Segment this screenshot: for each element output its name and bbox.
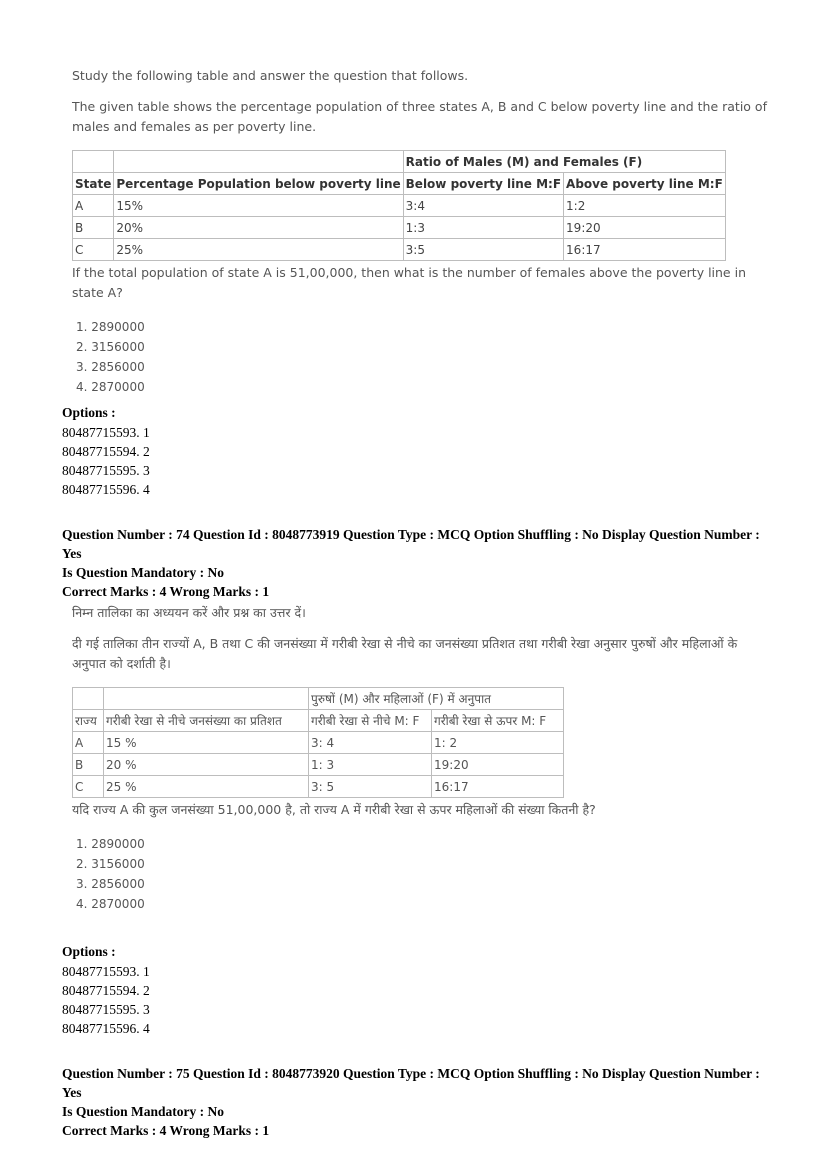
question-info-line: Question Number : 75 Question Id : 8048773920 Question Type : MCQ Option Shuffling : No Display Question Number : Yes	[62, 1066, 760, 1100]
table-cell: 1:3	[403, 217, 563, 239]
instruction-text: Study the following table and answer the question that follows.	[72, 68, 469, 83]
table-cell: B	[73, 217, 114, 239]
table-cell: 3:5	[403, 239, 563, 261]
option-id: 80487715594. 2	[62, 983, 150, 998]
table-cell: 16:17	[564, 239, 726, 261]
option-id: 80487715596. 4	[62, 482, 150, 497]
table-cell: B	[73, 754, 104, 776]
table-cell: 16:17	[432, 776, 564, 798]
table-cell: 3: 5	[309, 776, 432, 798]
intro-text: दी गई तालिका तीन राज्यों A, B तथा C की जनसंख्या में गरीबी रेखा से नीचे का जनसंख्या प्रतिशत तथा गरीबी रेखा अनुसार पुरुषों और महिलाओं के अनुपात को दर्शाती है।	[72, 636, 738, 671]
option-id: 80487715596. 4	[62, 1021, 150, 1036]
table-header-row	[73, 173, 726, 195]
table-group-header-row	[73, 688, 564, 710]
question-74-header	[62, 525, 782, 601]
table-row	[73, 754, 564, 776]
table-cell: 3: 4	[309, 732, 432, 754]
option-id: 80487715595. 3	[62, 463, 150, 478]
table-cell: 1:2	[564, 195, 726, 217]
answer-option: 4. 2870000	[76, 897, 145, 911]
col-header: State	[73, 173, 114, 195]
table-cell: 20 %	[104, 754, 309, 776]
table-cell: 15%	[114, 195, 403, 217]
table-cell: 20%	[114, 217, 403, 239]
col-header: Below poverty line M:F	[403, 173, 563, 195]
answer-options-list	[76, 317, 772, 397]
poverty-table-hindi	[72, 687, 564, 798]
answer-option: 3. 2856000	[76, 360, 145, 374]
question-73-image	[72, 66, 772, 397]
table-cell: C	[73, 239, 114, 261]
table-row	[73, 776, 564, 798]
col-header: Above poverty line M:F	[564, 173, 726, 195]
answer-option: 2. 3156000	[76, 857, 145, 871]
table-cell: 25 %	[104, 776, 309, 798]
col-header: गरीबी रेखा से नीचे M: F	[309, 710, 432, 732]
question-75-header	[62, 1064, 782, 1140]
mandatory-line: Is Question Mandatory : No	[62, 1104, 225, 1119]
table-row	[73, 195, 726, 217]
answer-option: 3. 2856000	[76, 877, 145, 891]
question-text: यदि राज्य A की कुल जनसंख्या 51,00,000 है, तो राज्य A में गरीबी रेखा से ऊपर महिलाओं की संख्या कितनी है?	[72, 802, 596, 817]
table-group-header-row	[73, 151, 726, 173]
table-cell: A	[73, 195, 114, 217]
table-cell: 19:20	[564, 217, 726, 239]
intro-text: The given table shows the percentage population of three states A, B and C below poverty line and the ratio of males and females as per poverty line.	[72, 99, 767, 134]
answer-options-list	[76, 834, 772, 914]
option-id: 80487715593. 1	[62, 964, 150, 979]
table-cell: 1: 3	[309, 754, 432, 776]
answer-option: 4. 2870000	[76, 380, 145, 394]
col-header: गरीबी रेखा से ऊपर M: F	[432, 710, 564, 732]
options-label: Options :	[62, 405, 116, 420]
table-cell: 3:4	[403, 195, 563, 217]
answer-option: 2. 3156000	[76, 340, 145, 354]
options-block-73	[62, 403, 782, 499]
table-row	[73, 217, 726, 239]
options-block-74	[62, 942, 782, 1038]
option-id: 80487715593. 1	[62, 425, 150, 440]
col-header: Percentage Population below poverty line	[114, 173, 403, 195]
table-row	[73, 732, 564, 754]
group-header: Ratio of Males (M) and Females (F)	[403, 151, 725, 173]
marks-line: Correct Marks : 4 Wrong Marks : 1	[62, 1123, 270, 1138]
table-cell: 19:20	[432, 754, 564, 776]
col-header: गरीबी रेखा से नीचे जनसंख्या का प्रतिशत	[104, 710, 309, 732]
col-header: राज्य	[73, 710, 104, 732]
answer-option: 1. 2890000	[76, 320, 145, 334]
options-label: Options :	[62, 944, 116, 959]
table-header-row	[73, 710, 564, 732]
question-info-line: Question Number : 74 Question Id : 8048773919 Question Type : MCQ Option Shuffling : No Display Question Number : Yes	[62, 527, 760, 561]
marks-line: Correct Marks : 4 Wrong Marks : 1	[62, 584, 270, 599]
table-row	[73, 239, 726, 261]
instruction-text: निम्न तालिका का अध्ययन करें और प्रश्न का उत्तर दें।	[72, 605, 306, 620]
answer-option: 1. 2890000	[76, 837, 145, 851]
option-id: 80487715594. 2	[62, 444, 150, 459]
table-cell: 25%	[114, 239, 403, 261]
question-text: If the total population of state A is 51,00,000, then what is the number of females above the poverty line in state A?	[72, 265, 746, 300]
question-74-image	[72, 603, 772, 914]
table-cell: C	[73, 776, 104, 798]
table-cell: 1: 2	[432, 732, 564, 754]
table-cell: A	[73, 732, 104, 754]
mandatory-line: Is Question Mandatory : No	[62, 565, 225, 580]
group-header: पुरुषों (M) और महिलाओं (F) में अनुपात	[309, 688, 564, 710]
poverty-table	[72, 150, 726, 261]
table-cell: 15 %	[104, 732, 309, 754]
option-id: 80487715595. 3	[62, 1002, 150, 1017]
